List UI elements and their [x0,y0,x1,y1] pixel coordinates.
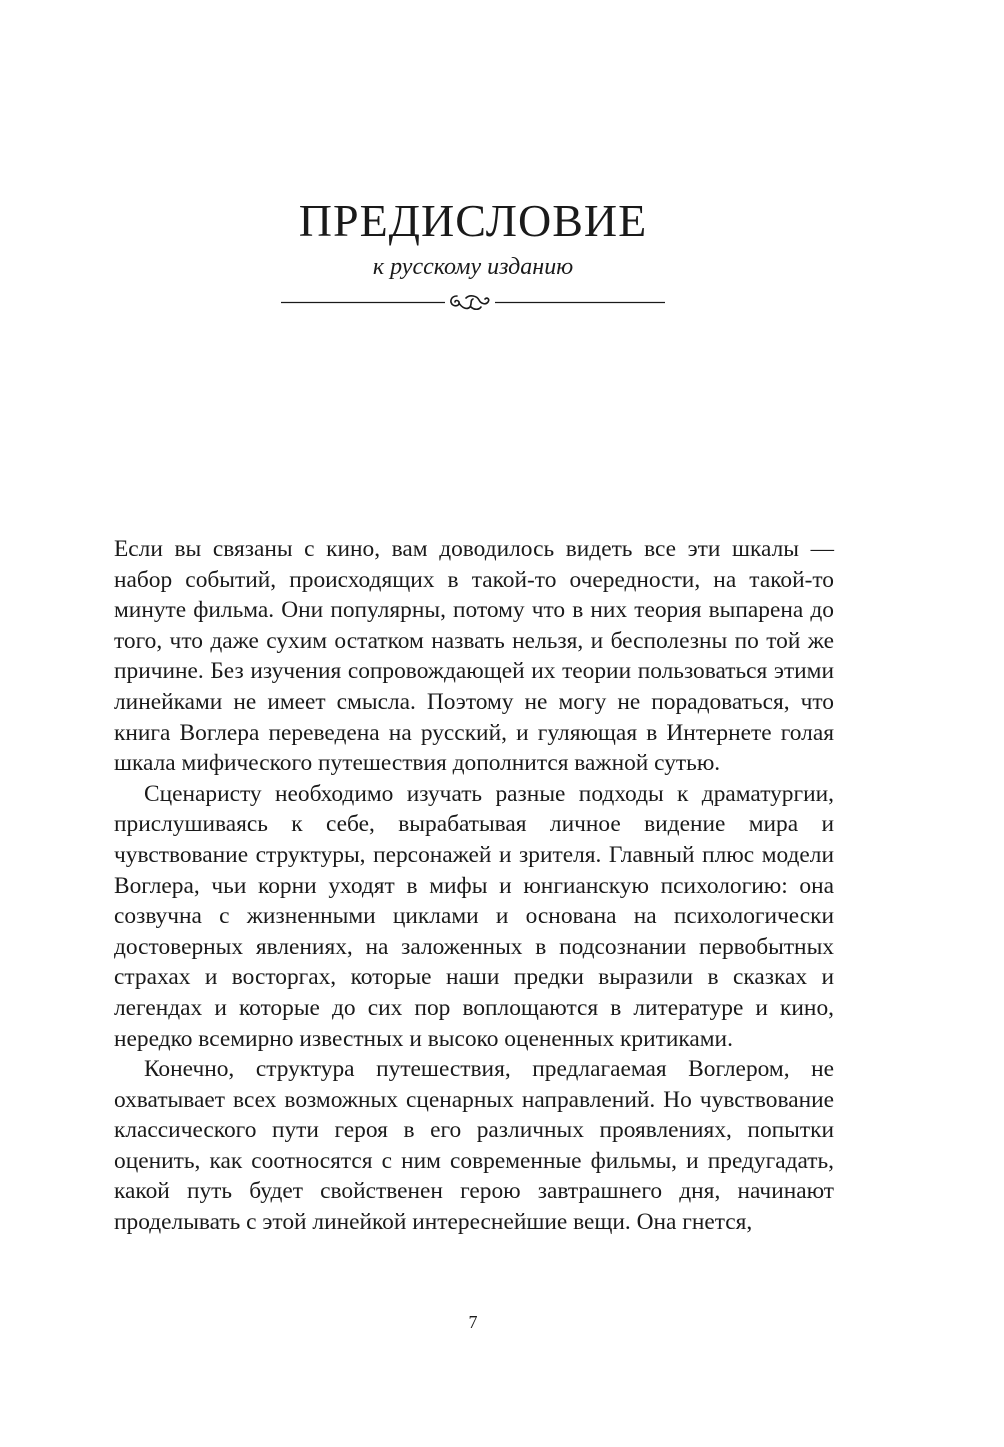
paragraph-2: Сценаристу необходимо изучать разные подходы к драматургии, прислушиваясь к себе, вырабатывая личное видение мира и чувствование структуры, персонажей и зрителя. Главный плюс модели Воглера, чьи корни уходят в мифы и юнгианскую психологию: она созвучна с жизненными циклами и основана на психологически достоверных явлениях, на заложенных в подсознании первобытных страхах и восторгах, которые наши предки выразили в сказках и легендах и которые до сих пор воплощаются в литературе и кино, нередко всемирно известных и высоко оцененных критиками. [114,780,834,1052]
chapter-subtitle: к русскому изданию [372,254,574,280]
page-number: 7 [468,1312,478,1332]
fleuron-ornament-icon [281,290,665,316]
chapter-title: ПРЕДИСЛОВИЕ [298,195,648,246]
paragraph-3: Конечно, структура путешествия, предлагаемая Воглером, не охватывает всех возможных сценарных направлений. Но чувствование классического пути героя в его различных проявлениях, попытки оценить, как соотносятся с ним современные фильмы, и предугадать, какой путь будет свойственен герою завтрашнего дня, начинают проделывать с этой линейкой интереснейшие вещи. Она гнется, [114,1056,834,1236]
paragraph-1: Если вы связаны с кино, вам доводилось видеть все эти шкалы — набор событий, происходящих в такой-то очередности, на такой-то минуте фильма. Они популярны, потому что в них теория выпарена до того, что даже сухим остатком назвать нельзя, и бесполезны по той же причине. Без изучения сопровождающей их теории пользоваться этими линейками не имеет смысла. Поэтому не могу не порадоваться, что книга Воглера переведена на русский, и гуляющая в Интернете голая шкала мифического путешествия дополнится важной сутью. [114,536,834,777]
ornamental-divider [281,290,665,316]
body-text [114,534,834,1238]
